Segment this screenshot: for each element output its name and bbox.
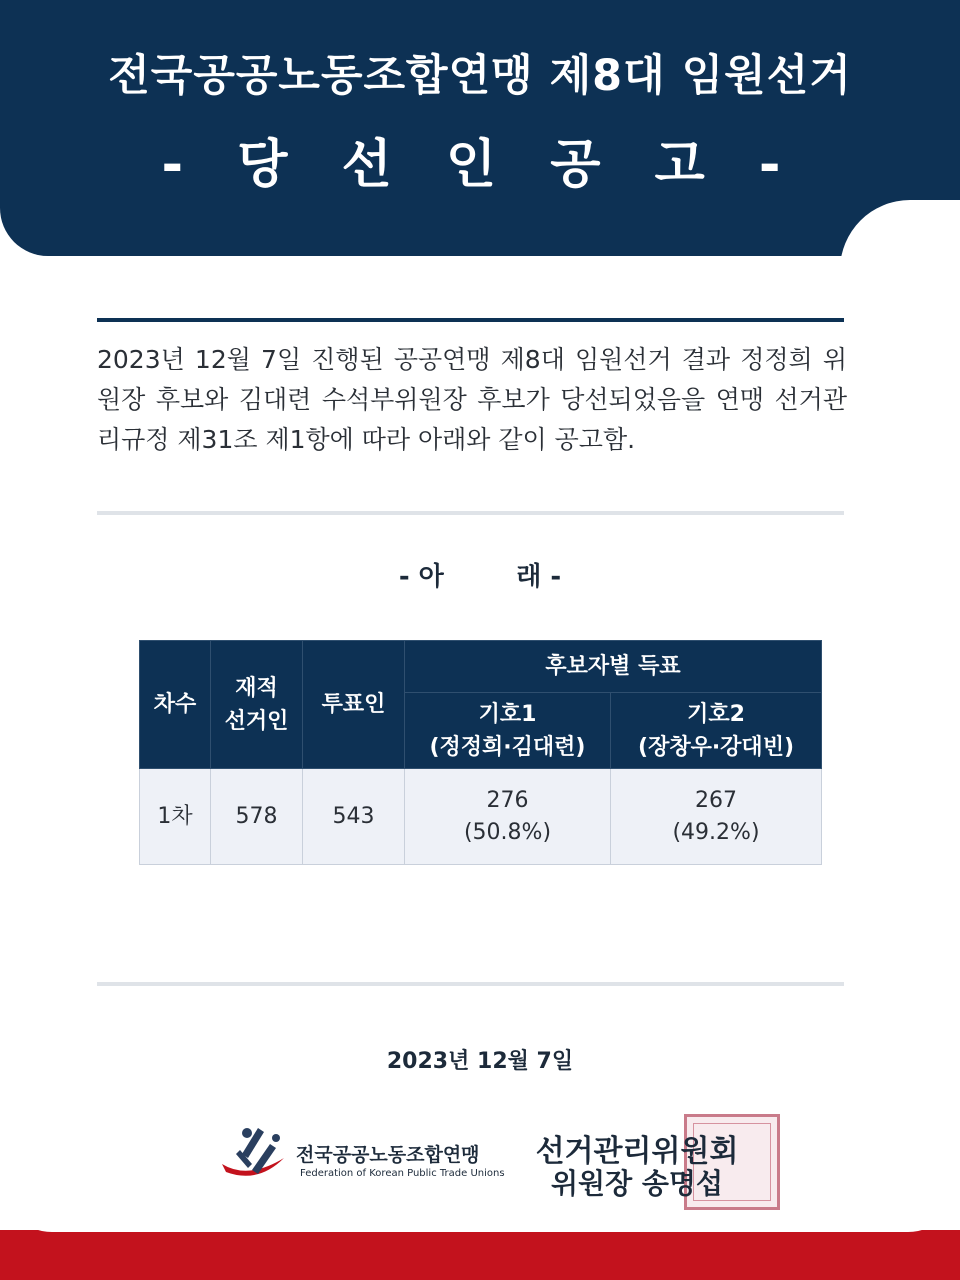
page-title: 전국공공노동조합연맹 제8대 임원선거 (108, 51, 852, 101)
section-label: - 아 래 - (398, 562, 562, 592)
cell-candidate1-pct: (50.8%) (463, 819, 552, 845)
table-row (140, 769, 822, 865)
middle-divider (97, 511, 844, 515)
cell-round: 1차 (140, 769, 211, 865)
header-registered (211, 641, 303, 769)
header-candidate1-names: (정정희·김대련) (429, 734, 586, 760)
header-candidate2-names: (장창우·강대빈) (638, 734, 794, 760)
cell-candidate2-pct: (49.2%) (672, 819, 760, 845)
header-candidate1-label: 기호1 (478, 701, 537, 727)
header-candidate1 (405, 693, 611, 769)
bottom-divider (97, 982, 844, 986)
header-round: 차수 (140, 641, 211, 769)
header-candidate2 (611, 693, 822, 769)
announcement-date: 2023년 12월 7일 (386, 1049, 574, 1074)
header-registered-line1: 재적 (235, 675, 278, 701)
cell-candidate2 (611, 769, 822, 865)
cell-candidate1 (405, 769, 611, 865)
page-subtitle: - 당 선 인 공 고 - (161, 135, 799, 195)
cell-registered: 578 (211, 769, 303, 865)
header-by-candidate: 후보자별 득표 (405, 641, 822, 693)
org-name: 전국공공노동조합연맹 (296, 1144, 480, 1166)
footer-white-curve (0, 1180, 960, 1232)
cell-voters: 543 (303, 769, 405, 865)
committee-chair: 위원장 송명섭 (550, 1167, 724, 1200)
cell-candidate1-votes: 276 (486, 787, 529, 813)
header-voters: 투표인 (303, 641, 405, 769)
committee-name: 선거관리위원회 (535, 1134, 739, 1169)
header-registered-line2: 선거인 (224, 708, 289, 734)
header-candidate2-label: 기호2 (687, 701, 745, 727)
fkptu-logo-icon (218, 1124, 290, 1190)
footer-red-band (0, 1230, 960, 1280)
announcement-text: 2023년 12월 7일 진행된 공공연맹 제8대 임원선거 결과 정정희 위원장 후보와 김대련 수석부위원장 후보가 당선되었음을 연맹 선거관리규정 제31조 제1항에 따라 아래와 같이 공고함. (97, 345, 847, 454)
org-name-en: Federation of Korean Public Trade Unions (300, 1168, 505, 1179)
top-divider (97, 318, 844, 322)
header-banner (0, 0, 960, 256)
results-table (139, 640, 822, 865)
cell-candidate2-votes: 267 (695, 787, 737, 813)
